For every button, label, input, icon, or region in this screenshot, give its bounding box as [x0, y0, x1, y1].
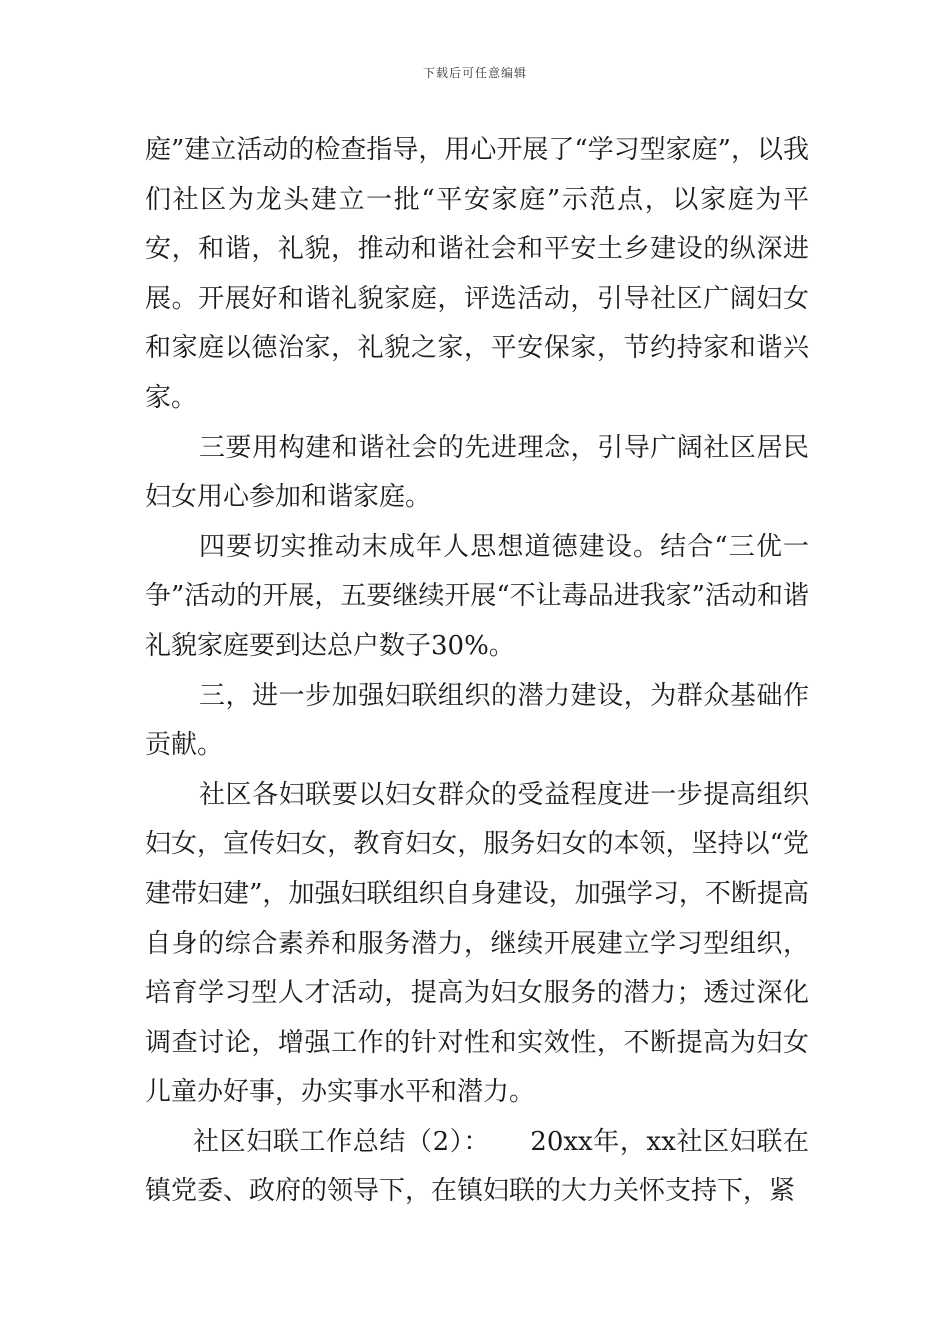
paragraph-4: 三，进一步加强妇联组织的潜力建设，为群众基础作贡献。 — [145, 680, 809, 761]
paragraph-1: 庭”建立活动的检查指导，用心开展了“学习型家庭”，以我们社区为龙头建立一批“平安家庭”示范点，以家庭为平安，和谐，礼貌，推动和谐社会和平安土乡建设的纵深进展。开展好和谐礼貌家庭，评选活动，引导社区广阔妇女和家庭以德治家，礼貌之家，平安保家，节约持家和谐兴家。 — [145, 135, 809, 413]
page-header-note: 下载后可任意编辑 — [422, 66, 527, 80]
paragraph-6: 社区妇联工作总结（2）： 20xx年，xx社区妇联在镇党委、政府的领导下，在镇妇联的大力关怀支持下，紧 — [145, 1126, 809, 1207]
document-body — [145, 126, 809, 1217]
paragraph-3: 四要切实推动末成年人思想道德建设。结合“三优一争”活动的开展，五要继续开展“不让毒品进我家”活动和谐礼貌家庭要到达总户数子30%。 — [145, 531, 809, 661]
paragraph-2: 三要用构建和谐社会的先进理念，引导广阔社区居民妇女用心参加和谐家庭。 — [145, 432, 809, 513]
paragraph-5: 社区各妇联要以妇女群众的受益程度进一步提高组织妇女，宣传妇女，教育妇女，服务妇女的本领，坚持以“党建带妇建”，加强妇联组织自身建设，加强学习，不断提高自身的综合素养和服务潜力，继续开展建立学习型组织，培育学习型人才活动，提高为妇女服务的潜力；透过深化调查讨论，增强工作的针对性和实效性，不断提高为妇女儿童办好事，办实事水平和潜力。 — [145, 779, 809, 1108]
